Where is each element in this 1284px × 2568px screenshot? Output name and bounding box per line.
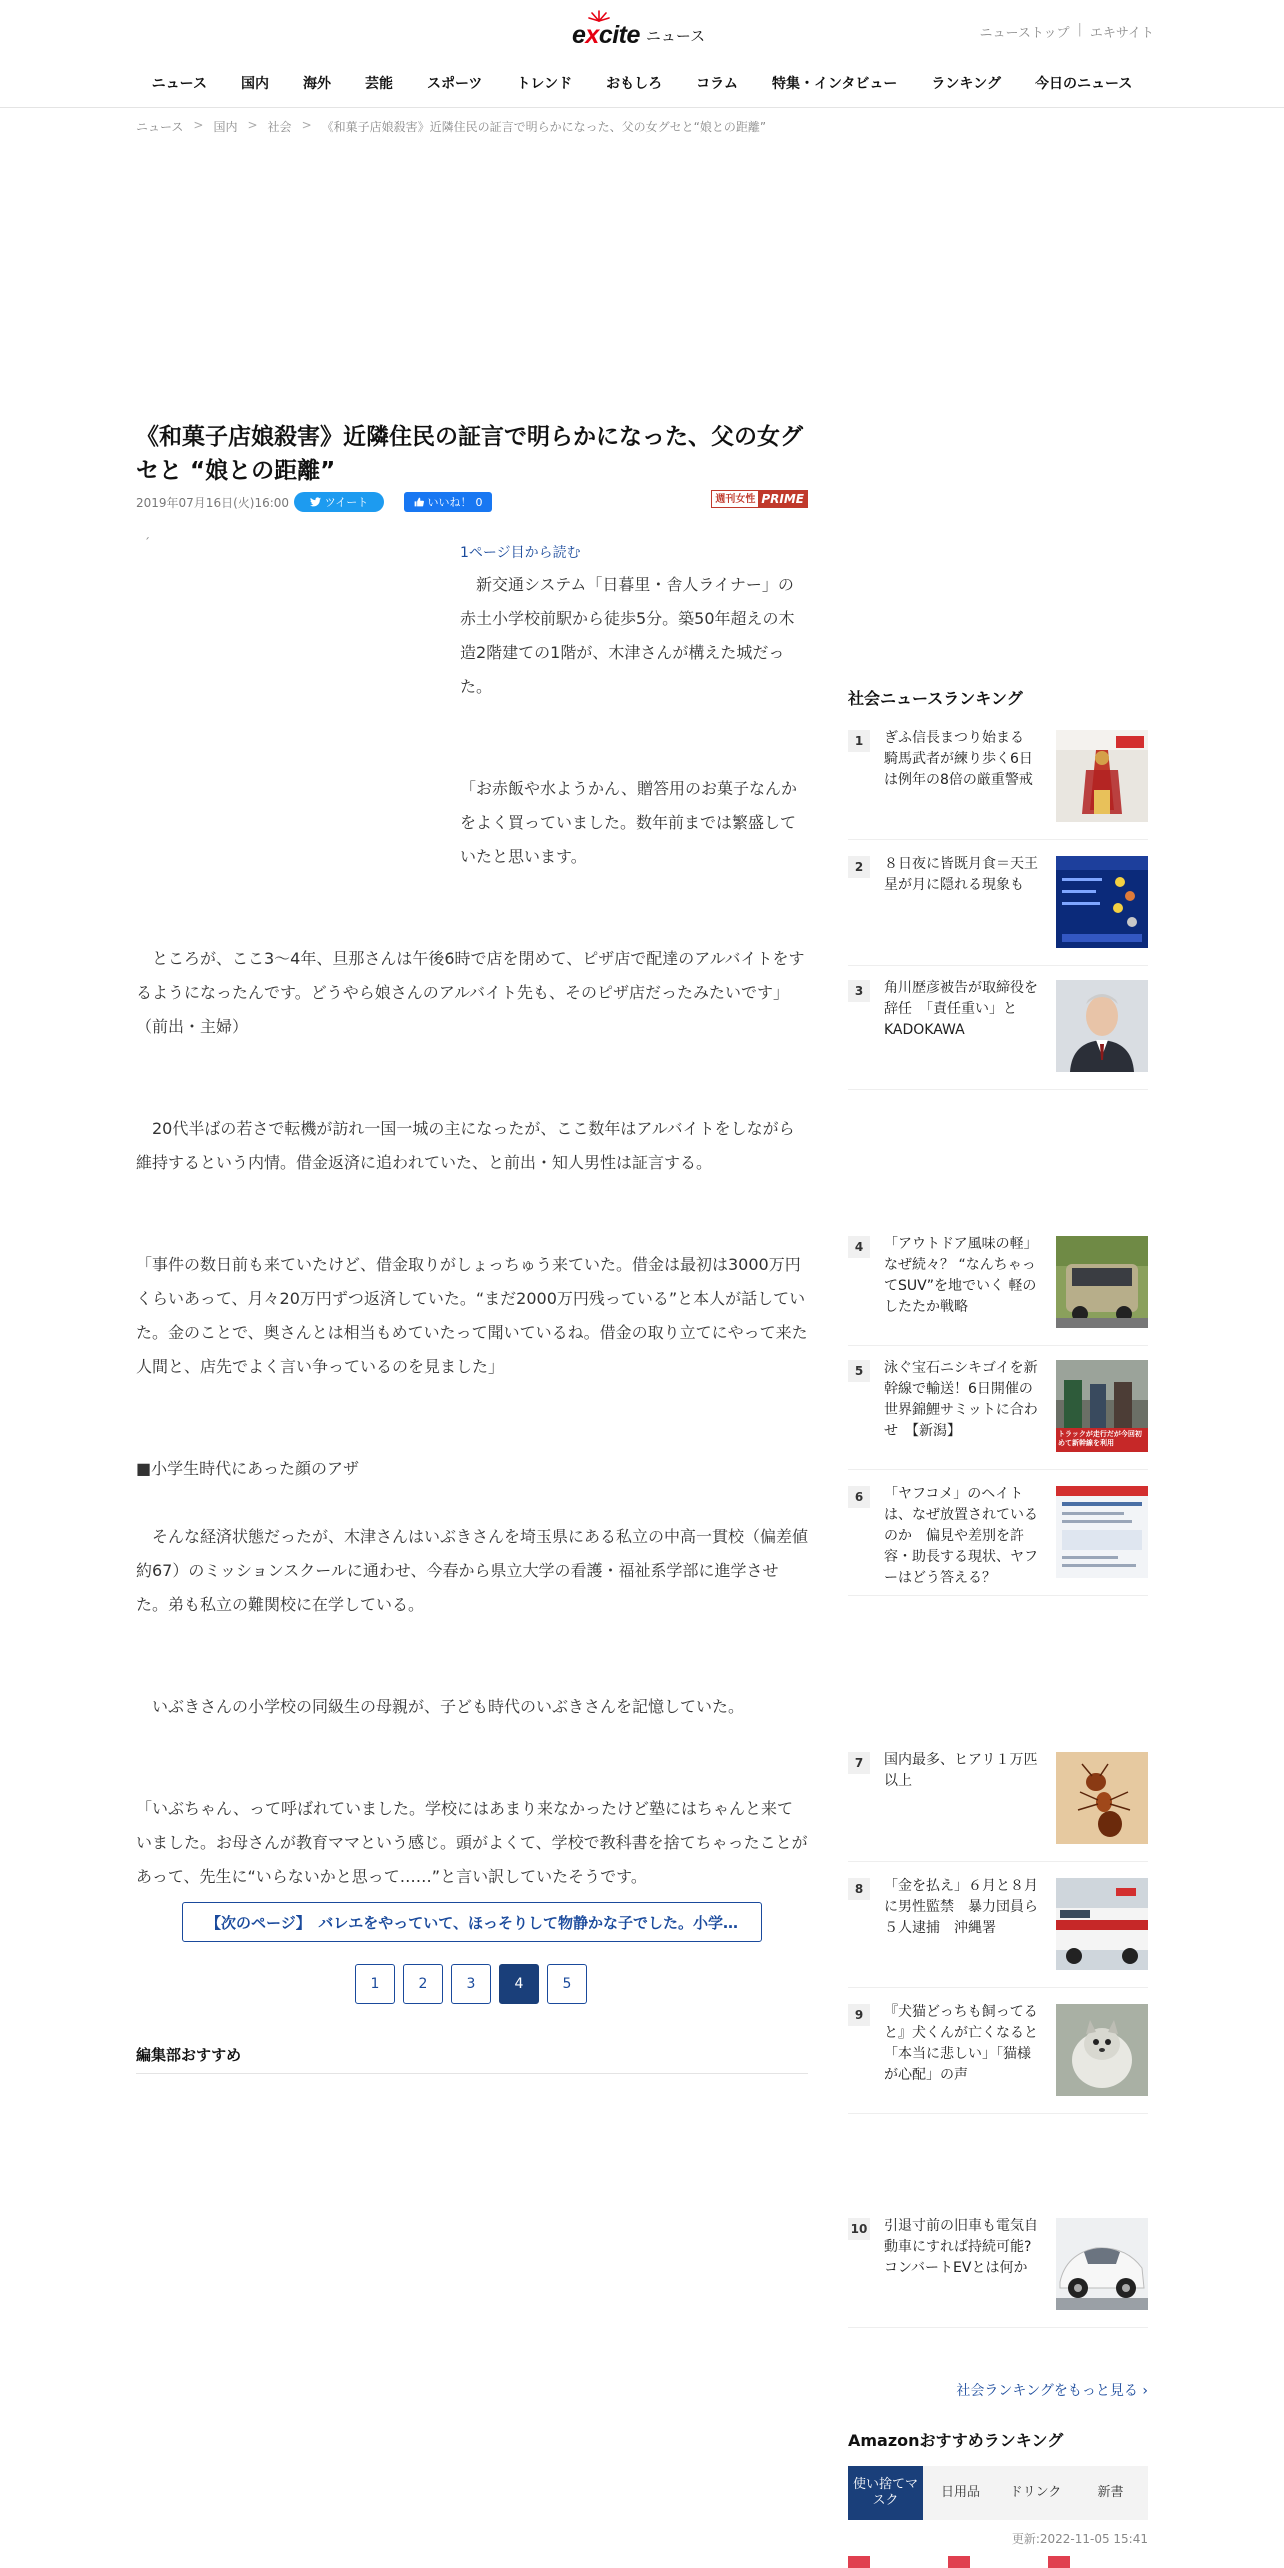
tweet-label: ツイート — [324, 496, 369, 509]
amazon-updated: 更新:2022-11-05 15:41 — [1011, 2532, 1148, 2546]
rank-title: 角川歴彦被告が取締役を辞任 「責任重い」とKADOKAWA — [884, 980, 1038, 1038]
source-badge-prime: PRIME — [758, 491, 807, 507]
next-page-button[interactable]: 【次のページ】 バレエをやっていて、ほっそりして物静かな子でした。小学… — [182, 1902, 762, 1942]
twitter-bird-icon — [310, 497, 321, 507]
breadcrumb-society[interactable]: 社会 — [267, 120, 292, 134]
rank-title: 『犬猫どっちも飼ってると』犬くんが亡くなると「本当に悲しい」「猫様が心配」の声 — [884, 2004, 1038, 2083]
tab-daily-goods[interactable]: 日用品 — [923, 2466, 998, 2520]
tab-books[interactable]: 新書 — [1073, 2466, 1148, 2520]
rank-thumbnail — [1056, 2004, 1148, 2096]
ranking-heading: 社会ニュースランキング — [848, 689, 1023, 708]
nav-item-news[interactable]: ニュース — [151, 76, 207, 92]
image-caption: ´ — [144, 536, 150, 550]
nav-item-entertainment[interactable]: 芸能 — [364, 76, 393, 92]
ranking-item[interactable] — [848, 856, 1148, 966]
amazon-rank-badge — [1048, 2556, 1070, 2568]
article-paragraph: そんな経済状態だったが、木津さんはいぶきさんを埼玉県にある私立の中高一貫校（偏差値約67）のミッションスクールに通わせ、今春から県立大学の看護・福祉系学部に進学させた。弟も私立の難関校に在学している。 — [136, 1527, 809, 1614]
nav-item-sports[interactable]: スポーツ — [426, 76, 483, 92]
rank-title: 泳ぐ宝石ニシキゴイを新幹線で輸送！6日開催の世界錦鯉サミットに合わせ 【新潟】 — [884, 1360, 1038, 1439]
ranking-item[interactable] — [848, 1360, 1148, 1470]
rank-thumbnail — [1056, 1878, 1148, 1970]
pagination — [355, 1964, 587, 2004]
rank-title: 「アウトドア風味の軽」なぜ続々？ “なんちゃってSUV”を地でいく 軽のしたたか戦略 — [884, 1236, 1038, 1315]
first-page-link[interactable]: 1ページ目から読む — [460, 545, 581, 561]
nav-item-ranking[interactable]: ランキング — [931, 76, 1002, 92]
rank-number: 5 — [848, 1360, 870, 1382]
nav-item-overseas[interactable]: 海外 — [302, 76, 331, 92]
logo-subtitle: ニュース — [645, 27, 706, 45]
news-top-link[interactable]: ニューストップ — [979, 26, 1070, 41]
rank-number: 9 — [848, 2004, 870, 2026]
like-label: いいね！ — [427, 496, 472, 509]
amazon-tabs — [848, 2466, 1148, 2520]
nav-item-trend[interactable]: トレンド — [516, 76, 573, 92]
breadcrumb-separator: > — [247, 118, 258, 132]
chevron-right-icon: › — [1142, 2383, 1148, 2399]
article-paragraph: いぶきさんの小学校の同級生の母親が、子ども時代のいぶきさんを記憶していた。 — [136, 1697, 745, 1716]
breadcrumb-separator: > — [193, 118, 204, 132]
rank-number: 1 — [848, 730, 870, 752]
nav-item-domestic[interactable]: 国内 — [240, 76, 269, 92]
article-paragraph: 新交通システム「日暮里・舎人ライナー」の赤土小学校前駅から徒歩5分。築50年超えの木造2階建ての1階が、木津さんが構えた城だった。 — [460, 575, 795, 696]
article-paragraph: 20代半ばの若さで転機が訪れ一国一城の主になったが、ここ数年はアルバイトをしながら維持するという内情。借金返済に追われていた、と前出・知人男性は証言する。 — [136, 1119, 795, 1172]
page-5-button[interactable]: 5 — [547, 1964, 587, 2004]
nav-item-funny[interactable]: おもしろ — [606, 76, 663, 92]
breadcrumb-domestic[interactable]: 国内 — [213, 120, 238, 134]
article-paragraph: 「お赤飯や水ようかん、贈答用のお菓子なんかをよく買っていました。数年前までは繁盛していたと思います。 — [460, 779, 797, 866]
rank-title: 「金を払え」６月と８月に男性監禁 暴力団員ら５人逮捕 沖縄署 — [884, 1878, 1038, 1936]
ranking-item[interactable] — [848, 1236, 1148, 1346]
rank-number: 8 — [848, 1878, 870, 1900]
rank-thumbnail — [1056, 1752, 1148, 1844]
article-meta — [136, 490, 808, 514]
ranking-item[interactable] — [848, 980, 1148, 1090]
rank-title: 引退寸前の旧車も電気自動車にすれば持続可能? コンバートEVとは何か — [884, 2218, 1038, 2276]
tab-masks[interactable]: 使い捨てマスク — [848, 2466, 923, 2520]
rank-thumbnail — [1056, 730, 1148, 822]
site-header — [0, 0, 1284, 108]
article-subheading: ■小学生時代にあった顔のアザ — [136, 1459, 359, 1478]
ranking-item[interactable] — [848, 2218, 1148, 2328]
logo-text: excite — [572, 21, 640, 49]
ranking-item[interactable] — [848, 1878, 1148, 1988]
logo-burst-icon — [588, 10, 610, 22]
separator: | — [1077, 22, 1082, 37]
breadcrumb-current: 《和菓子店娘殺害》近隣住民の証言で明らかになった、父の女グセと“娘との距離” — [321, 120, 767, 134]
rank-title: 「ヤフコメ」のヘイトは、なぜ放置されているのか 偏見や差別を許容・助長する現状、ヤフーはどう答える？ — [884, 1486, 1038, 1586]
global-nav — [0, 72, 1284, 100]
source-badge[interactable] — [711, 490, 808, 508]
excite-logo[interactable] — [572, 14, 705, 50]
rank-title: 国内最多、ヒアリ１万匹以上 — [884, 1752, 1038, 1789]
amazon-rank-badge — [948, 2556, 970, 2568]
editor-recommend-heading: 編集部おすすめ — [136, 2044, 808, 2074]
rank-number: 3 — [848, 980, 870, 1002]
article-title: 《和菓子店娘殺害》近隣住民の証言で明らかになった、父の女グセと “娘との距離” — [136, 424, 803, 484]
page-3-button[interactable]: 3 — [451, 1964, 491, 2004]
rank-number: 6 — [848, 1486, 870, 1508]
rank-title: ８日夜に皆既月食＝天王星が月に隠れる現象も — [884, 856, 1038, 893]
rank-number: 4 — [848, 1236, 870, 1258]
rank-number: 7 — [848, 1752, 870, 1774]
article-paragraph: 「いぶちゃん、って呼ばれていました。学校にはあまり来なかったけど塾にはちゃんと来ていました。お母さんが教育ママという感じ。頭がよくて、学校で教科書を捨てちゃったことがあって、先生に“いらないかと思って……”と言い訳していたそうです。 — [136, 1799, 808, 1886]
amazon-ranking-heading: Amazonおすすめランキング — [848, 2431, 1064, 2450]
page-1-button[interactable]: 1 — [355, 1964, 395, 2004]
rank-thumbnail — [1056, 2218, 1148, 2310]
tab-drink[interactable]: ドリンク — [998, 2466, 1073, 2520]
rank-thumbnail — [1056, 1486, 1148, 1578]
rank-number: 10 — [848, 2218, 870, 2240]
tweet-button[interactable] — [294, 492, 384, 512]
article-paragraph: 「事件の数日前も来ていたけど、借金取りがしょっちゅう来ていた。借金は最初は3000万円くらいあって、月々20万円ずつ返済していた。“まだ2000万円残っている”と本人が話していた。金のことで、奥さんとは相当もめていたって聞いているね。借金の取り立てにやって来た人間と、店先でよく言い争っているのを見ました」 — [136, 1255, 808, 1376]
rank-thumbnail — [1056, 1360, 1148, 1452]
article-date: 2019年07月16日(火)16:00 — [136, 496, 290, 510]
breadcrumb — [136, 118, 766, 135]
ranking-item[interactable] — [848, 730, 1148, 840]
facebook-like-button[interactable] — [404, 492, 492, 512]
rank-number: 2 — [848, 856, 870, 878]
article-body-column — [460, 568, 808, 874]
rank-title: ぎふ信長まつり始まる 騎馬武者が練り歩く6日は例年の8倍の厳重警戒 — [884, 730, 1038, 788]
like-count: 0 — [475, 495, 483, 509]
thumbs-up-icon — [414, 497, 424, 507]
page-4-button-current[interactable]: 4 — [499, 1964, 539, 2004]
more-ranking-link[interactable]: 社会ランキングをもっと見る › — [956, 2383, 1148, 2399]
excite-link[interactable]: エキサイト — [1089, 26, 1154, 41]
page-2-button[interactable]: 2 — [403, 1964, 443, 2004]
thumbnail-caption: トラックが走行だが今回初めて新幹線を利用 — [1058, 1430, 1142, 1447]
ranking-item[interactable] — [848, 1752, 1148, 1862]
nav-item-column[interactable]: コラム — [696, 76, 738, 92]
rank-thumbnail — [1056, 1236, 1148, 1328]
ranking-item[interactable] — [848, 2004, 1148, 2114]
article-paragraph: ところが、ここ3～4年、旦那さんは午後6時で店を閉めて、ピザ店で配達のアルバイトをするようになったんです。どうやら娘さんのアルバイト先も、そのピザ店だったみたいです」（前出・主婦） — [136, 949, 805, 1036]
breadcrumb-separator: > — [301, 118, 312, 132]
nav-item-today[interactable]: 今日のニュース — [1035, 76, 1133, 92]
ranking-item[interactable] — [848, 1486, 1148, 1596]
amazon-rank-badge — [848, 2556, 870, 2568]
rank-thumbnail — [1056, 980, 1148, 1072]
nav-item-feature[interactable]: 特集・インタビュー — [771, 76, 898, 92]
rank-thumbnail — [1056, 856, 1148, 948]
source-badge-name: 週刊女性 — [712, 491, 758, 507]
top-links — [980, 22, 1154, 41]
breadcrumb-news[interactable]: ニュース — [136, 120, 184, 134]
